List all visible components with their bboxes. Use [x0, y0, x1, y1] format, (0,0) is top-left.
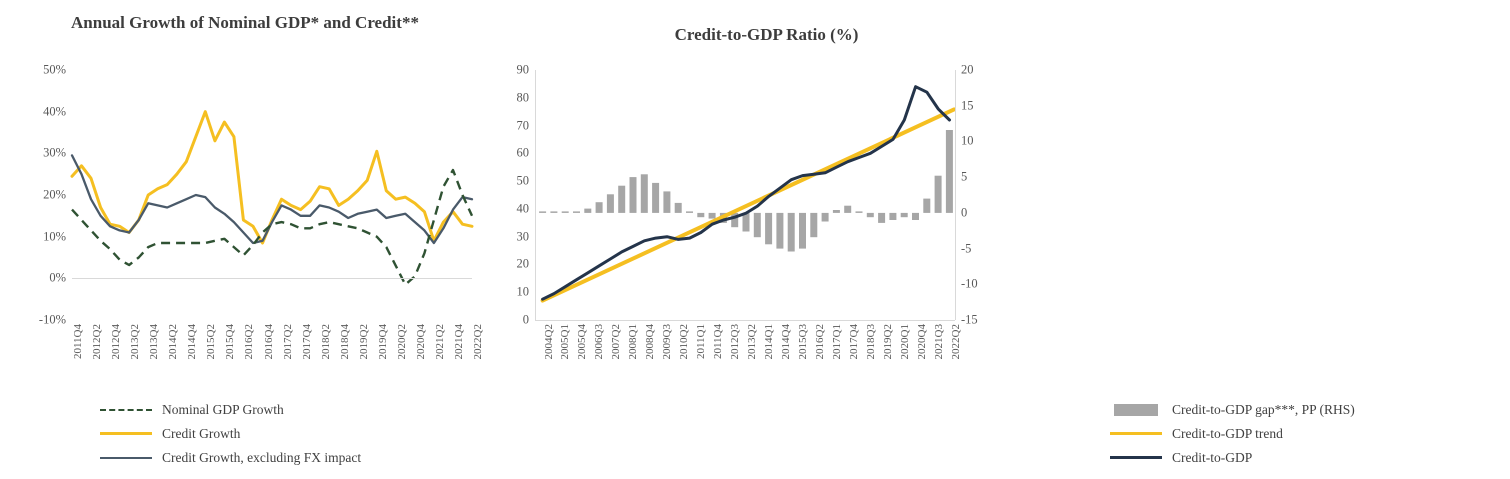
left-xtick: 2018Q2	[319, 324, 332, 360]
left-xtick: 2015Q4	[224, 324, 237, 360]
left-xtick: 2016Q2	[243, 324, 256, 360]
right-xtick: 2011Q1	[695, 324, 707, 360]
left-plot-area	[38, 62, 484, 360]
right-xtick: 2015Q3	[797, 324, 809, 360]
legend-label: Credit Growth	[162, 426, 241, 441]
right-xtick: 2008Q1	[627, 324, 639, 360]
right-xtick: 2017Q1	[831, 324, 843, 360]
right-y2tick: -15	[961, 312, 978, 327]
line-icon	[1110, 428, 1162, 440]
left-xtick: 2011Q4	[72, 324, 84, 360]
left-xtick: 2014Q4	[186, 324, 199, 360]
right-ytick: 80	[516, 90, 529, 105]
right-xtick: 2014Q4	[780, 324, 792, 360]
left-xtick: 2013Q2	[129, 324, 142, 360]
left-xtick: 2014Q2	[167, 324, 180, 360]
right-ytick: 50	[516, 173, 529, 188]
left-chart-title: Annual Growth of Nominal GDP* and Credit**	[71, 13, 419, 32]
right-xtick: 2008Q4	[644, 324, 656, 360]
left-ytick: 40%	[43, 104, 66, 119]
left-ytick: 50%	[43, 62, 66, 77]
left-ytick: 30%	[43, 145, 66, 160]
left-chart-panel	[0, 0, 490, 479]
right-xtick: 2018Q3	[865, 324, 877, 360]
left-xtick: 2017Q2	[281, 324, 294, 360]
series-credit-growth-exfx	[72, 155, 472, 243]
left-ytick: -10%	[38, 312, 66, 327]
legend-label: Credit-to-GDP	[1172, 450, 1253, 465]
right-xtick: 2005Q4	[576, 324, 588, 360]
legend-label: Nominal GDP Growth	[162, 402, 284, 417]
left-series-svg	[72, 70, 472, 320]
right-y2tick: -10	[961, 276, 978, 291]
legend-item-nominal-gdp-growth	[100, 398, 460, 422]
legend-label: Credit Growth, excluding FX impact	[162, 450, 362, 465]
right-ytick: 90	[516, 62, 529, 77]
right-xtick: 2016Q2	[814, 324, 826, 360]
right-ytick: 30	[516, 229, 529, 244]
right-y2tick: 0	[961, 205, 968, 220]
right-left-axis	[535, 70, 536, 320]
right-y2tick: 20	[961, 62, 974, 77]
right-ytick: 40	[516, 201, 529, 216]
right-xtick: 2009Q3	[661, 324, 673, 360]
right-xtick: 2019Q2	[882, 324, 894, 360]
left-xtick: 2016Q4	[262, 324, 275, 360]
left-xtick: 2013Q4	[148, 324, 161, 360]
right-ytick: 70	[516, 118, 529, 133]
right-xtick: 2011Q4	[712, 324, 724, 360]
left-xtick: 2015Q2	[205, 324, 218, 360]
left-xtick: 2020Q2	[395, 324, 408, 360]
left-ytick: 0%	[49, 270, 66, 285]
gap-bars	[539, 130, 953, 252]
right-y2tick: -5	[961, 241, 972, 256]
right-series-svg	[535, 70, 955, 320]
right-ytick: 20	[516, 256, 529, 271]
dashed-line-icon	[100, 404, 152, 416]
left-xtick: 2020Q4	[414, 324, 427, 360]
right-xtick: 2021Q3	[933, 324, 945, 360]
right-legend	[1110, 398, 1510, 470]
line-icon	[100, 452, 152, 464]
right-y2tick: 5	[961, 169, 968, 184]
right-ytick: 60	[516, 145, 529, 160]
right-chart-panel	[490, 0, 1355, 479]
right-xtick: 2012Q3	[729, 324, 741, 360]
right-xtick: 2006Q3	[593, 324, 605, 360]
left-xtick: 2021Q2	[433, 324, 446, 360]
left-xtick: 2019Q4	[376, 324, 389, 360]
right-ytick: 0	[522, 312, 529, 327]
right-xtick: 2020Q4	[916, 324, 928, 360]
legend-item-credit-to-gdp-gap	[1110, 398, 1510, 422]
left-xtick: 2017Q4	[300, 324, 313, 360]
legend-label: Credit-to-GDP trend	[1172, 426, 1283, 441]
right-bottom-axis	[535, 320, 955, 321]
right-y2tick: 10	[961, 133, 974, 148]
legend-label: Credit-to-GDP gap***, PP (RHS)	[1172, 402, 1355, 417]
right-xtick: 2005Q1	[559, 324, 571, 360]
right-right-axis	[955, 70, 956, 320]
right-xtick: 2017Q4	[848, 324, 860, 360]
right-xtick: 2014Q1	[763, 324, 775, 360]
left-zero-axis	[72, 278, 472, 279]
right-xtick: 2022Q2	[950, 324, 962, 360]
series-credit-to-gdp	[543, 87, 950, 300]
left-xtick: 2022Q2	[472, 324, 484, 360]
left-xtick: 2019Q2	[357, 324, 370, 360]
right-xtick: 2013Q2	[746, 324, 758, 360]
legend-item-credit-growth	[100, 422, 460, 446]
right-xtick: 2007Q2	[610, 324, 622, 360]
left-legend	[100, 398, 460, 470]
line-icon	[1110, 452, 1162, 464]
left-ytick: 10%	[43, 229, 66, 244]
left-xtick: 2012Q4	[110, 324, 123, 360]
right-ytick: 10	[516, 284, 529, 299]
bar-swatch-icon	[1110, 404, 1162, 416]
right-xtick: 2020Q1	[899, 324, 911, 360]
legend-item-credit-growth-exfx	[100, 446, 460, 470]
right-xtick: 2004Q2	[542, 324, 555, 360]
right-y2tick: 15	[961, 98, 974, 113]
left-ytick: 20%	[43, 187, 66, 202]
left-xtick: 2018Q4	[338, 324, 351, 360]
left-xtick: 2012Q2	[91, 324, 103, 360]
right-chart-title: Credit-to-GDP Ratio (%)	[674, 25, 859, 44]
left-xtick: 2021Q4	[453, 324, 465, 360]
legend-item-credit-to-gdp	[1110, 446, 1510, 470]
line-icon	[100, 428, 152, 440]
right-xtick: 2010Q2	[678, 324, 690, 360]
right-plot-area	[516, 62, 978, 360]
legend-item-credit-to-gdp-trend	[1110, 422, 1510, 446]
